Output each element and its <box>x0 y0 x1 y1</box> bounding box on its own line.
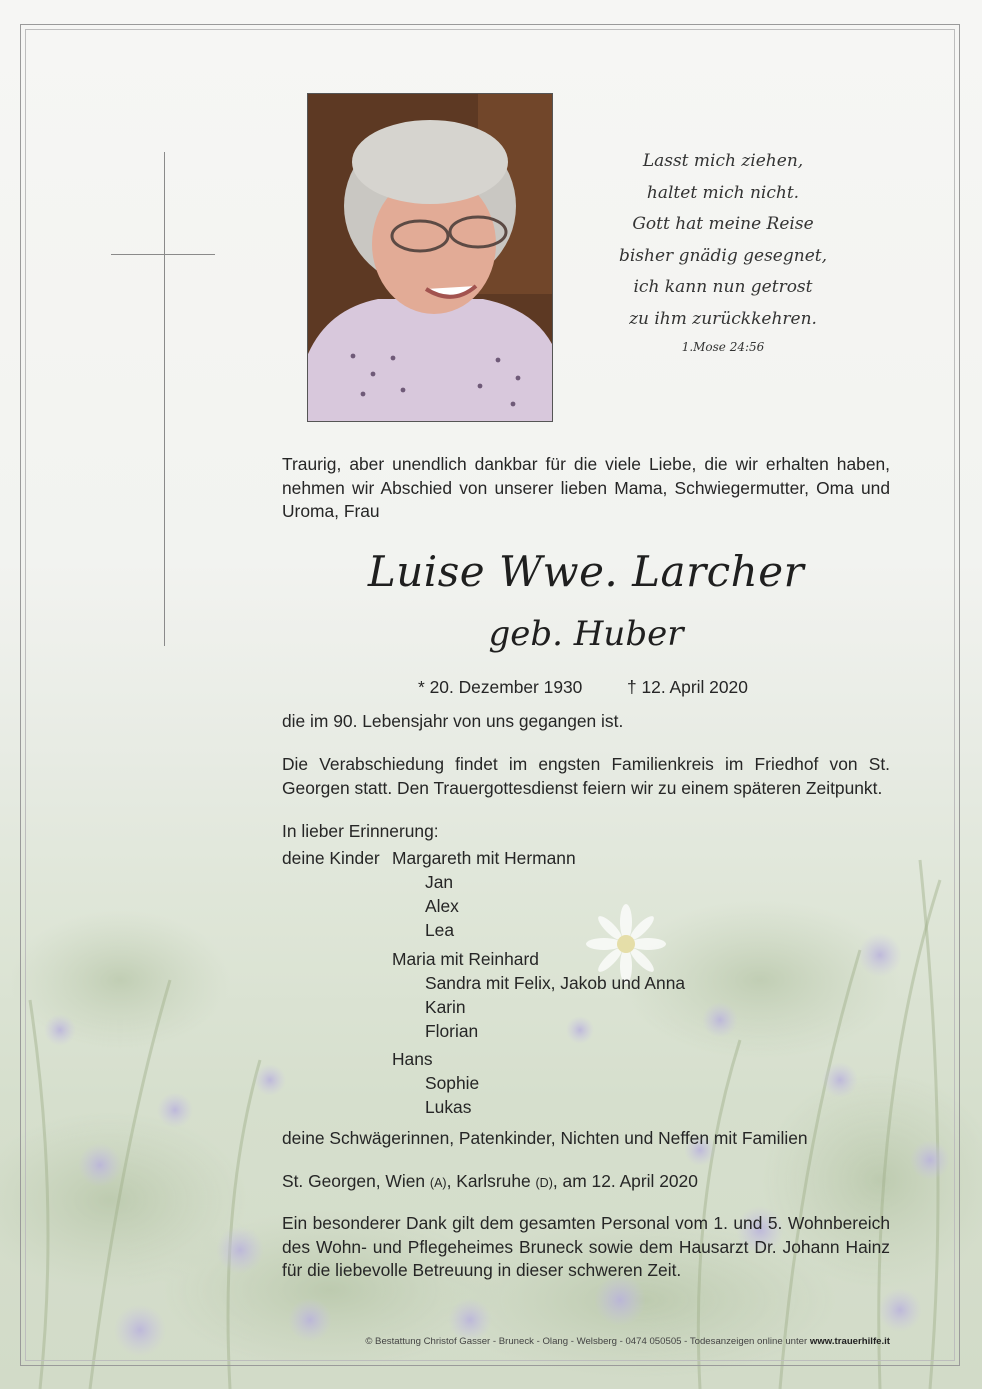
cross-icon-vertical <box>164 152 165 646</box>
quote-reference: 1.Mose 24:56 <box>681 340 765 354</box>
quote-line: haltet mich nicht. <box>646 182 800 203</box>
death-date: † 12. April 2020 <box>627 677 748 697</box>
deceased-name: Luise Wwe. Larcher <box>367 547 805 596</box>
grandchild-name: Alex <box>425 896 459 916</box>
grandchild-name: Karin <box>425 997 466 1017</box>
grandchild-name: Florian <box>425 1021 479 1041</box>
grandchild-name: Lukas <box>425 1097 472 1117</box>
bible-quote <box>600 146 846 357</box>
memory-heading: In lieber Erinnerung: <box>282 821 439 841</box>
quote-line: Gott hat meine Reise <box>632 214 814 234</box>
relatives-line: deine Schwägerinnen, Patenkinder, Nichten und Neffen mit Familien <box>282 1128 808 1148</box>
birth-date: * 20. Dezember 1930 <box>418 677 583 697</box>
grandchild-name: Sandra mit Felix, Jakob und Anna <box>425 973 686 993</box>
thanks-text: Ein besonderer Dank gilt dem gesamten Personal vom 1. und 5. Wohnbereich des Wohn- und Pflegeheimes Bruneck sowie dem Hausarzt Dr. Johann Hainz für die liebevolle Betreuung in dieser schweren Zeit. <box>282 1213 890 1280</box>
quote-line: bisher gnädig gesegnet, <box>618 245 827 266</box>
grandchild-name: Sophie <box>425 1073 480 1093</box>
place-text: St. Georgen, Wien <box>282 1171 426 1191</box>
grandchild-name: Jan <box>425 872 454 892</box>
child-name: Margareth mit Hermann <box>392 848 576 868</box>
country-code: (D) <box>535 1176 553 1190</box>
grandchild-name: Lea <box>425 920 455 940</box>
quote-line: ich kann nun getrost <box>633 277 813 297</box>
intro-text: Traurig, aber unendlich dankbar für die viele Liebe, die wir erhalten haben, nehmen wir Abschied von unserer lieben Mama, Schwiegermutter, Oma und Uroma, Frau <box>282 454 890 521</box>
child-name: Maria mit Reinhard <box>392 949 539 969</box>
place-text: , Karlsruhe <box>446 1171 531 1191</box>
footer-text: © Bestattung Christof Gasser - Bruneck - Olang - Welsberg - 0474 050505 - Todesanzeigen online unter <box>365 1336 810 1347</box>
children-label: deine Kinder <box>282 848 380 868</box>
quote-line: Lasst mich ziehen, <box>642 151 804 171</box>
footer-website-link[interactable]: www.trauerhilfe.it <box>809 1336 890 1347</box>
birth-name: geb. Huber <box>488 614 684 654</box>
place-text: , am 12. April 2020 <box>552 1171 698 1191</box>
country-code: (A) <box>429 1176 447 1190</box>
age-line: die im 90. Lebensjahr von uns gegangen ist. <box>282 711 624 731</box>
funeral-note: Die Verabschiedung findet im engsten Familienkreis im Friedhof von St. Georgen statt. Den Trauergottesdienst feiern wir zu einem späteren Zeitpunkt. <box>282 754 890 798</box>
quote-line: zu ihm zurückkehren. <box>629 308 817 329</box>
cross-icon-horizontal <box>111 254 215 255</box>
portrait-photo <box>307 93 553 422</box>
child-name: Hans <box>392 1049 433 1069</box>
footer-credit <box>282 1336 890 1347</box>
place-date-line <box>282 1169 698 1195</box>
